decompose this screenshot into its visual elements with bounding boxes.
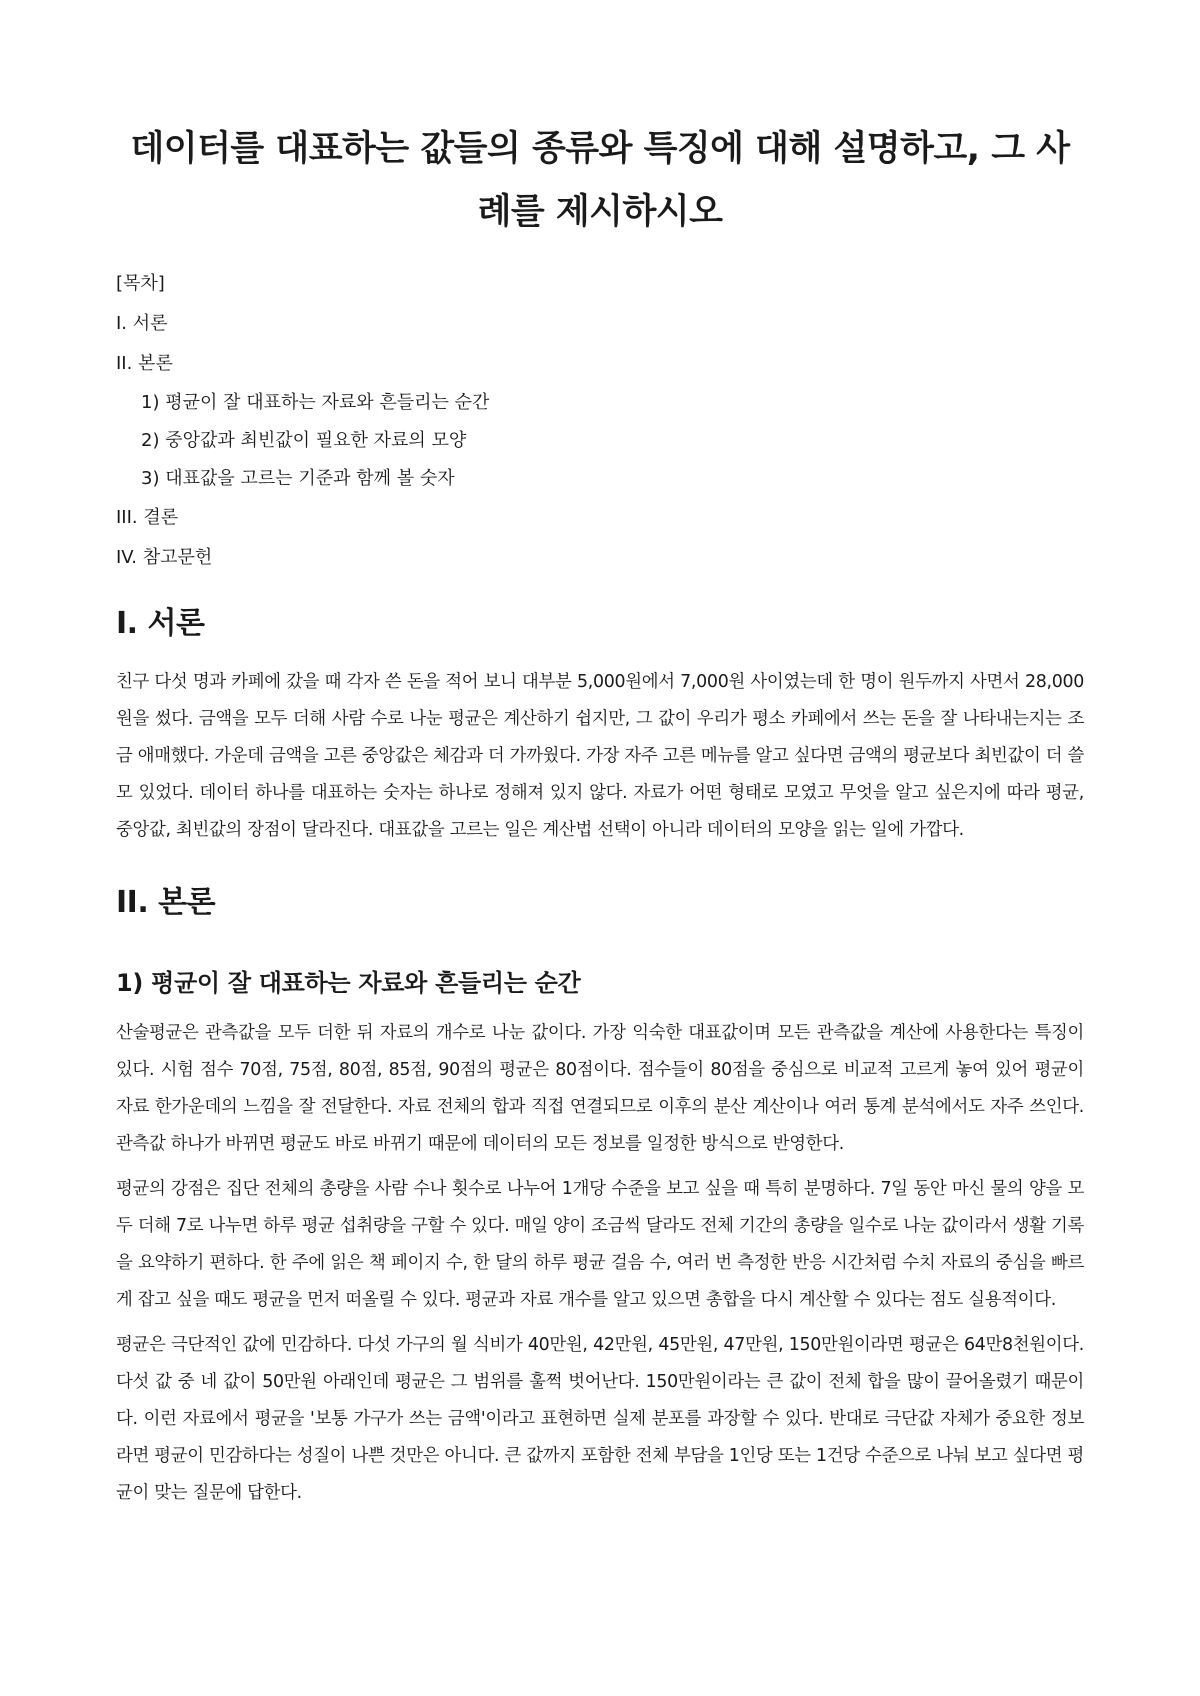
body-paragraph: 산술평균은 관측값을 모두 더한 뒤 자료의 개수로 나눈 값이다. 가장 익숙한 대표값이며 모든 관측값을 계산에 사용한다는 특징이 있다. 시험 점수 70점, 75점, 80점, 85점, 90점의 평균은 80점이다. 점수들이 80점을 중심으로 비교적 고르게 놓여 있어 평균이 자료 한가운데의 느낌을 잘 전달한다. 자료 전체의 합과 직접 연결되므로 이후의 분산 계산이나 여러 통계 분석에서도 자주 쓰인다. 관측값 하나가 바뀌면 평균도 바로 바뀌기 때문에 데이터의 모든 정보를 일정한 방식으로 반영한다. bbox=[116, 1023, 1084, 1154]
intro-paragraph: 친구 다섯 명과 카페에 갔을 때 각자 쓴 돈을 적어 보니 대부분 5,000원에서 7,000원 사이였는데 한 명이 원두까지 사면서 28,000원을 썼다. 금액을 모두 더해 사람 수로 나눈 평균은 계산하기 쉽지만, 그 값이 우리가 평소 카페에서 쓰는 돈을 잘 나타내는지는 조금 애매했다. 가운데 금액을 고른 중앙값은 체감과 더 가까웠다. 가장 자주 고른 메뉴를 알고 싶다면 금액의 평균보다 최빈값이 더 쓸모 있었다. 데이터 하나를 대표하는 숫자는 하나로 정해져 있지 않다. 자료가 어떤 형태로 모였고 무엇을 알고 싶은지에 따라 평균, 중앙값, 최빈값의 장점이 달라진다. 대표값을 고르는 일은 계산법 선택이 아니라 데이터의 모양을 읽는 일에 가깝다. bbox=[116, 672, 1084, 840]
toc-heading: [목차] bbox=[116, 273, 165, 294]
toc-subitem-median-mode: 2) 중앙값과 최빈값이 필요한 자료의 모양 bbox=[141, 430, 467, 451]
subsection-title-mean: 1) 평균이 잘 대표하는 자료와 흔들리는 순간 bbox=[116, 969, 581, 997]
toc-subitem-criteria: 3) 대표값을 고르는 기준과 함께 볼 숫자 bbox=[141, 468, 455, 489]
toc-subitem-mean: 1) 평균이 잘 대표하는 자료와 흔들리는 순간 bbox=[141, 392, 490, 413]
toc-item-references: IV. 참고문헌 bbox=[116, 547, 213, 568]
section-title-intro: I. 서론 bbox=[116, 606, 205, 641]
table-of-contents bbox=[116, 264, 1084, 578]
toc-item-conclusion: III. 결론 bbox=[116, 507, 179, 528]
section-title-body: II. 본론 bbox=[116, 885, 216, 920]
toc-item-body: II. 본론 bbox=[116, 353, 173, 374]
toc-item-intro: I. 서론 bbox=[116, 313, 168, 334]
body-paragraph: 평균은 극단적인 값에 민감하다. 다섯 가구의 월 식비가 40만원, 42만원, 45만원, 47만원, 150만원이라면 평균은 64만8천원이다. 다섯 값 중 네 값이 50만원 아래인데 평균은 그 범위를 훌쩍 벗어난다. 150만원이라는 큰 값이 전체 합을 많이 끌어올렸기 때문이다. 이런 자료에서 평균을 '보통 가구가 쓰는 금액'이라고 표현하면 실제 분포를 과장할 수 있다. 반대로 극단값 자체가 중요한 정보라면 평균이 민감하다는 성질이 나쁜 것만은 아니다. 큰 값까지 포함한 전체 부담을 1인당 또는 1건당 수준으로 나눠 보고 싶다면 평균이 맞는 질문에 답한다. bbox=[116, 1335, 1084, 1503]
body-paragraph: 평균의 강점은 집단 전체의 총량을 사람 수나 횟수로 나누어 1개당 수준을 보고 싶을 때 특히 분명하다. 7일 동안 마신 물의 양을 모두 더해 7로 나누면 하루 평균 섭취량을 구할 수 있다. 매일 양이 조금씩 달라도 전체 기간의 총량을 일수로 나눈 값이라서 생활 기록을 요약하기 편하다. 한 주에 읽은 책 페이지 수, 한 달의 하루 평균 걸음 수, 여러 번 측정한 반응 시간처럼 수치 자료의 중심을 빠르게 잡고 싶을 때도 평균을 먼저 떠올릴 수 있다. 평균과 자료 개수를 알고 있으면 총합을 다시 계산할 수 있다는 점도 실용적이다. bbox=[116, 1179, 1084, 1310]
document-title: 데이터를 대표하는 값들의 종류와 특징에 대해 설명하고, 그 사례를 제시하시오 bbox=[130, 129, 1070, 232]
